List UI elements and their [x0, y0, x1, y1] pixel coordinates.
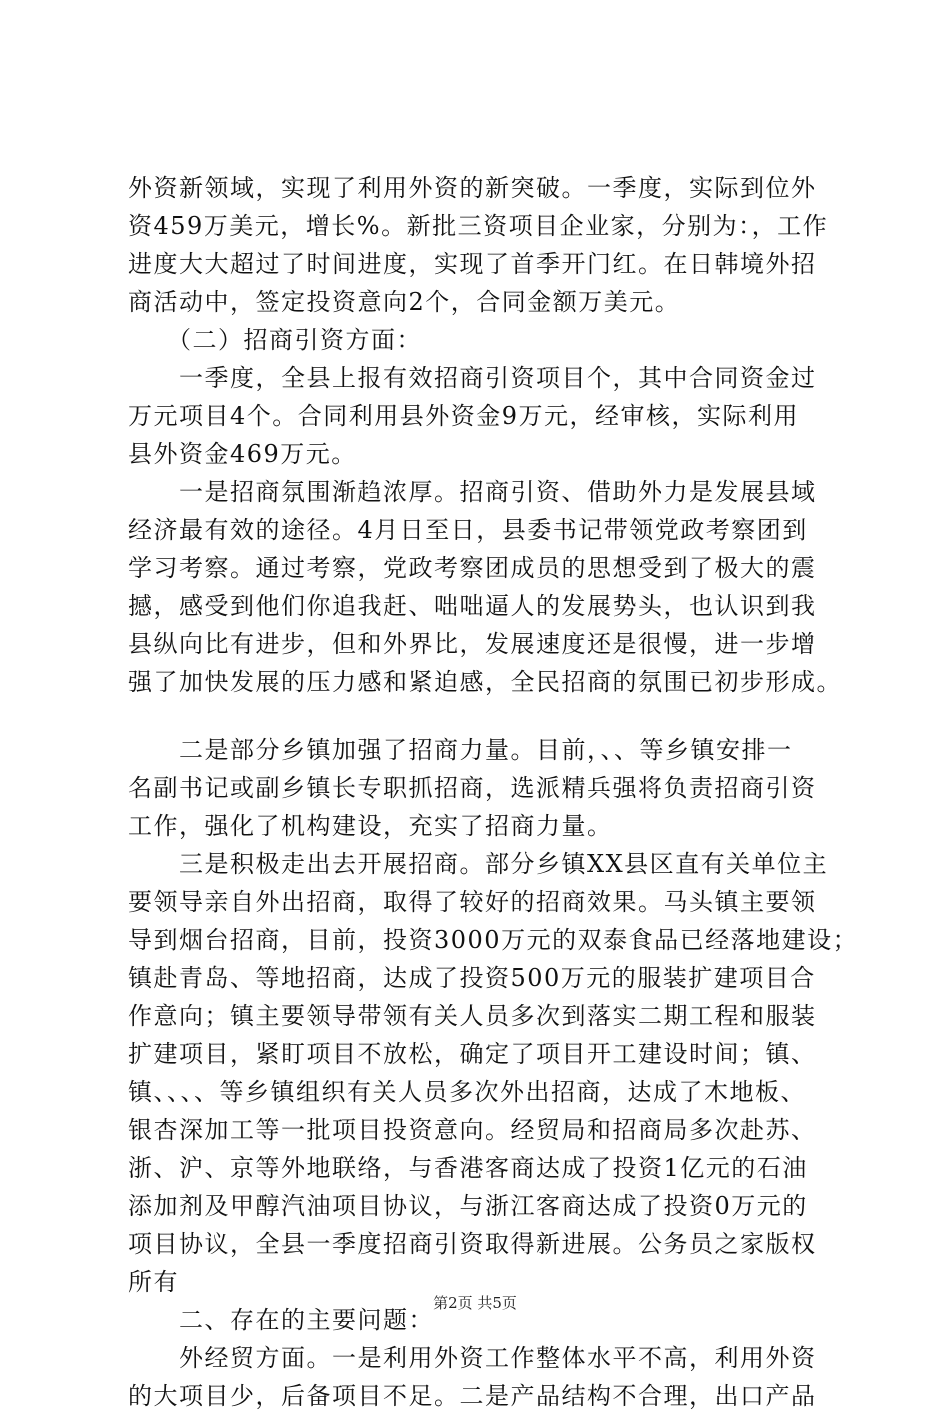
text-line: 一是招商氛围渐趋浓厚。招商引资、借助外力是发展县域	[128, 478, 817, 506]
text-line: 镇赴青岛、等地招商，达成了投资500万元的服装扩建项目合	[128, 964, 816, 992]
page-footer: 第2页 共5页	[433, 1294, 517, 1312]
text-line: 进度大大超过了时间进度，实现了首季开门红。在日韩境外招	[128, 250, 817, 278]
text-line: 银杏深加工等一批项目投资意向。经贸局和招商局多次赴苏、	[128, 1116, 817, 1144]
text-line: 项目协议，全县一季度招商引资取得新进展。公务员之家版权	[128, 1230, 817, 1258]
text-line: 商活动中，签定投资意向2个，合同金额万美元。	[128, 288, 681, 316]
text-line: 作意向；镇主要领导带领有关人员多次到落实二期工程和服装	[128, 1002, 817, 1030]
text-line: 县纵向比有进步，但和外界比，发展速度还是很慢，进一步增	[128, 630, 817, 658]
text-line: 工作，强化了机构建设，充实了招商力量。	[128, 812, 613, 840]
text-line: 经济最有效的途径。4月日至日，县委书记带领党政考察团到	[128, 516, 808, 544]
text-line: 二是部分乡镇加强了招商力量。目前，、、等乡镇安排一	[128, 736, 793, 764]
section-heading: （二）招商引资方面：	[128, 326, 422, 354]
text-line: 外经贸方面。一是利用外资工作整体水平不高，利用外资	[128, 1344, 817, 1372]
text-line: 资459万美元，增长%。新批三资项目企业家，分别为：，工作	[128, 212, 829, 240]
text-line: 添加剂及甲醇汽油项目协议，与浙江客商达成了投资0万元的	[128, 1192, 808, 1220]
text-line: 的大项目少，后备项目不足。二是产品结构不合理，出口产品	[128, 1382, 817, 1410]
section-heading: 二、存在的主要问题：	[128, 1306, 434, 1334]
text-line: 要领导亲自外出招商，取得了较好的招商效果。马头镇主要领	[128, 888, 817, 916]
body-text	[128, 169, 859, 1415]
text-line: 导到烟台招商，目前，投资3000万元的双泰食品已经落地建设；	[128, 926, 859, 954]
text-line: 名副书记或副乡镇长专职抓招商，选派精兵强将负责招商引资	[128, 774, 817, 802]
text-line: 县外资金469万元。	[128, 440, 357, 468]
paragraph-gap	[128, 701, 828, 731]
text-line: 所有	[128, 1268, 179, 1296]
text-line: 扩建项目，紧盯项目不放松，确定了项目开工建设时间；镇、	[128, 1040, 817, 1068]
text-line: 强了加快发展的压力感和紧迫感，全民招商的氛围已初步形成。	[128, 668, 842, 696]
text-line: 浙、沪、京等外地联络，与香港客商达成了投资1亿元的石油	[128, 1154, 808, 1182]
text-line: 一季度，全县上报有效招商引资项目个，其中合同资金过	[128, 364, 817, 392]
text-line: 三是积极走出去开展招商。部分乡镇XX县区直有关单位主	[128, 850, 829, 878]
text-line: 镇、、、、等乡镇组织有关人员多次外出招商，达成了木地板、	[128, 1078, 806, 1106]
text-line: 学习考察。通过考察，党政考察团成员的思想受到了极大的震	[128, 554, 817, 582]
text-line: 撼，感受到他们你追我赶、咄咄逼人的发展势头，也认识到我	[128, 592, 817, 620]
text-line: 外资新领域，实现了利用外资的新突破。一季度，实际到位外	[128, 174, 817, 202]
text-line: 万元项目4个。合同利用县外资金9万元，经审核，实际利用	[128, 402, 800, 430]
